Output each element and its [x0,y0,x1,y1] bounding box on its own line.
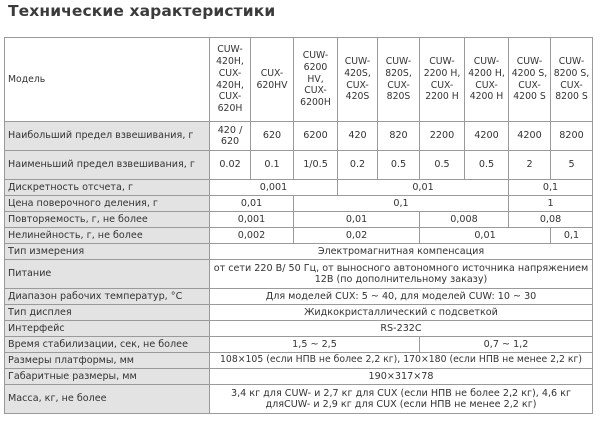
value-cell: 0.5 [420,151,465,180]
value-cell: 0,01 [210,196,294,212]
row-label: Интерфейс [5,321,210,337]
value-cell: 1 [509,196,593,212]
row-label: Цена поверочного деления, г [5,196,210,212]
value-cell: 0,001 [210,212,294,228]
row-label: Тип дисплея [5,305,210,321]
value-cell: 3,4 кг для CUW- и 2,7 кг для CUX (если НПВ не более 2,2 кг), 4,6 кг дляCUW- и 2,9 кг для CUX (если НПВ не менее 2,2 кг) [210,385,593,414]
table-row-header [5,38,593,122]
value-cell: 0,001 [210,180,338,196]
spec-table [4,37,593,414]
value-cell: Электромагнитная компенсация [210,244,593,260]
table-row [5,180,593,196]
header-label: Модель [5,38,210,122]
model-cell: CUW-4200 H, CUX-4200 H [465,38,509,122]
table-row [5,151,593,180]
table-row [5,353,593,369]
table-row [5,385,593,414]
page-title: Технические характеристики [8,2,276,20]
value-cell: 2200 [420,122,465,151]
value-cell: 0,1 [509,180,593,196]
value-cell: 620 [251,122,294,151]
model-cell: CUW-6200 HV, CUX-6200H [294,38,338,122]
table-row [5,289,593,305]
value-cell: 0,7 ~ 1,2 [420,337,593,353]
value-cell: 108×105 (если НПВ не более 2,2 кг), 170×180 (если НПВ не менее 2,2 кг) [210,353,593,369]
value-cell: 0.02 [210,151,251,180]
row-label: Нелинейность, г, не более [5,228,210,244]
row-label: Масса, кг, не более [5,385,210,414]
value-cell: 190×317×78 [210,369,593,385]
row-label: Питание [5,260,210,289]
row-label: Наименьший предел взвешивания, г [5,151,210,180]
row-label: Диапазон рабочих температур, °С [5,289,210,305]
value-cell: Для моделей CUX: 5 ~ 40, для моделей CUW: 10 ~ 30 [210,289,593,305]
value-cell: 0,08 [509,212,593,228]
model-cell: CUW-8200 S, CUX-8200 S [551,38,593,122]
value-cell: Жидкокристаллический с подсветкой [210,305,593,321]
table-row [5,337,593,353]
value-cell: 6200 [294,122,338,151]
value-cell: 0.2 [338,151,378,180]
value-cell: RS-232С [210,321,593,337]
value-cell: 0,01 [420,228,551,244]
value-cell: 1/0.5 [294,151,338,180]
value-cell: 8200 [551,122,593,151]
value-cell: 0.5 [378,151,420,180]
value-cell: 0,002 [210,228,294,244]
table-row [5,244,593,260]
value-cell: от сети 220 В/ 50 Гц, от выносного автономного источника напряжением 12В (по дополнительному заказу) [210,260,593,289]
value-cell: 2 [509,151,551,180]
value-cell: 0,01 [338,180,509,196]
table-row [5,305,593,321]
value-cell: 0,02 [294,228,420,244]
row-label: Повторяемость, г, не более [5,212,210,228]
value-cell: 420 / 620 [210,122,251,151]
table-row [5,228,593,244]
value-cell: 5 [551,151,593,180]
value-cell: 4200 [509,122,551,151]
model-cell: CUX-620HV [251,38,294,122]
value-cell: 0.5 [465,151,509,180]
table-row [5,321,593,337]
row-label: Размеры платформы, мм [5,353,210,369]
model-cell: CUW-420S, CUX-420S [338,38,378,122]
table-row [5,369,593,385]
table-row [5,122,593,151]
row-label: Время стабилизации, сек, не более [5,337,210,353]
model-cell: CUW-420H, CUX-420H, CUX-620H [210,38,251,122]
model-cell: CUW-820S, CUX-820S [378,38,420,122]
table-row [5,196,593,212]
value-cell: 0,1 [294,196,509,212]
table-row [5,212,593,228]
value-cell: 0,1 [551,228,593,244]
value-cell: 420 [338,122,378,151]
row-label: Дискретность отсчета, г [5,180,210,196]
value-cell: 0,01 [294,212,420,228]
model-cell: CUW-4200 S, CUX-4200 S [509,38,551,122]
row-label: Наибольший предел взвешивания, г [5,122,210,151]
value-cell: 0,008 [420,212,509,228]
value-cell: 1,5 ~ 2,5 [210,337,420,353]
table-row [5,260,593,289]
row-label: Габаритные размеры, мм [5,369,210,385]
value-cell: 0.1 [251,151,294,180]
value-cell: 4200 [465,122,509,151]
model-cell: CUW-2200 H, CUX-2200 H [420,38,465,122]
value-cell: 820 [378,122,420,151]
row-label: Тип измерения [5,244,210,260]
